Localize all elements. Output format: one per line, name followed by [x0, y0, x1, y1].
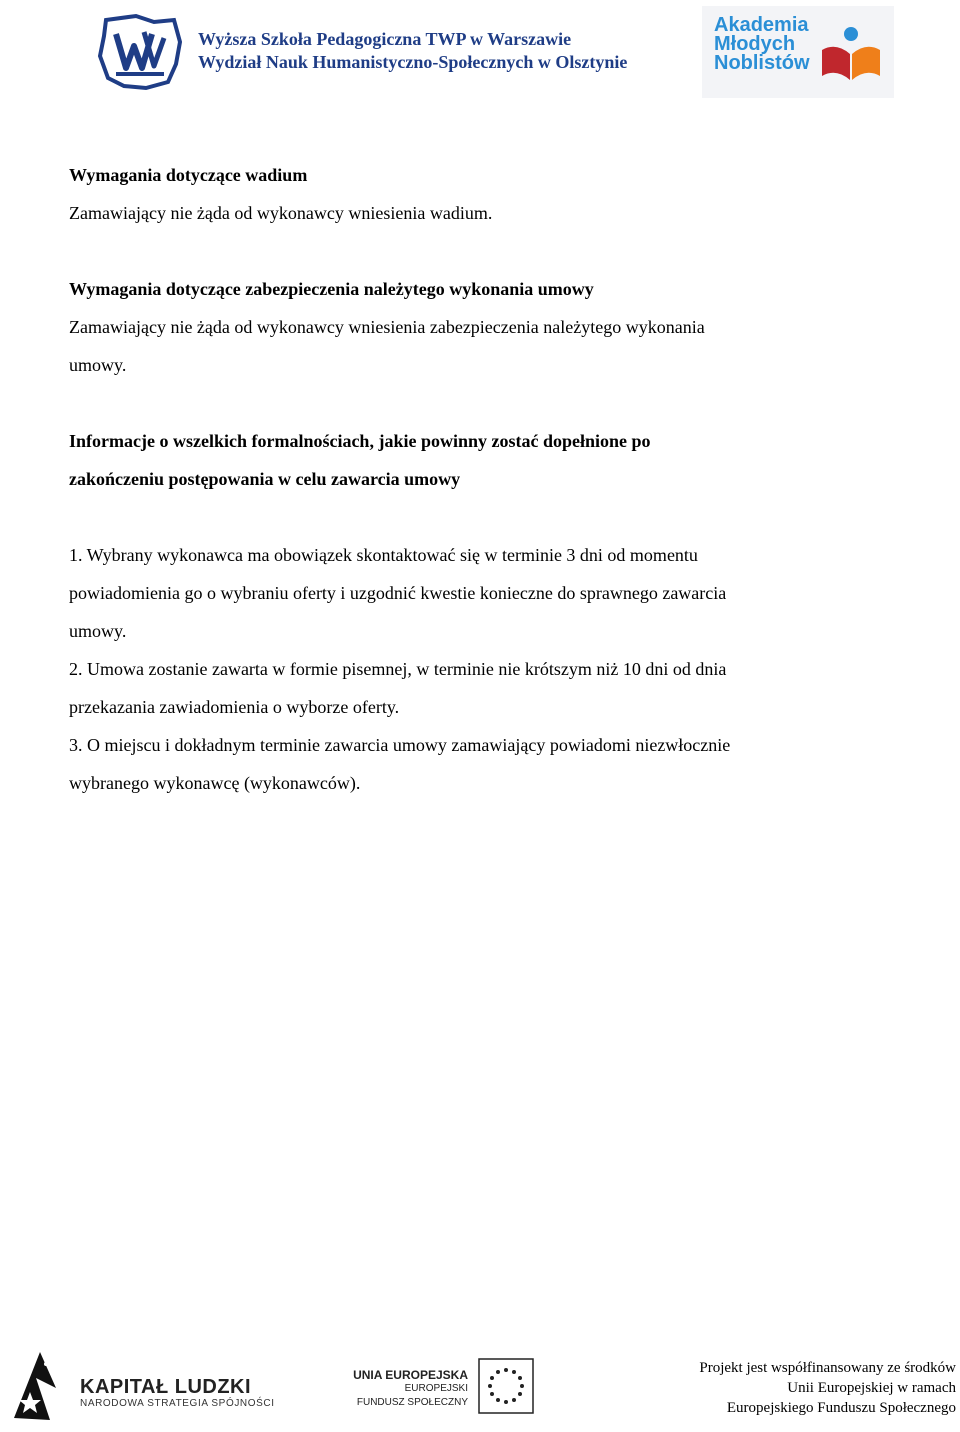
formalnosci-heading-line-2: zakończeniu postępowania w celu zawarcia umowy [69, 469, 461, 489]
kapital-ludzki-title: KAPITAŁ LUDZKI [80, 1376, 252, 1398]
item-3-line-2: wybranego wykonawcę (wykonawców). [69, 773, 361, 793]
list-item [69, 650, 909, 726]
amn-logo-text [714, 16, 810, 73]
amn-logo-line-3: Noblistów [714, 52, 810, 74]
project-cofinancing-note [699, 1358, 956, 1418]
project-note-line-1: Projekt jest współfinansowany ze środków [699, 1360, 956, 1376]
zabezpieczenie-text-line-2: umowy. [69, 355, 127, 375]
wsp-twp-logo-icon [96, 12, 184, 92]
item-3-line-1: 3. O miejscu i dokładnym terminie zawarcia umowy zamawiający powiadomi niezwłocznie [69, 735, 731, 755]
amn-logo-line-1: Akademia [714, 14, 809, 36]
eu-line-2: EUROPEJSKI [404, 1383, 468, 1394]
institution-line-2: Wydział Nauk Humanistyczno-Społecznych w Olsztynie [198, 52, 628, 72]
kapital-ludzki-star-icon [10, 1348, 60, 1424]
eu-line-1: UNIA EUROPEJSKA [353, 1368, 468, 1382]
project-note-line-3: Europejskiego Funduszu Społecznego [726, 1400, 956, 1416]
list-item [69, 536, 909, 650]
eu-efs-label [352, 1368, 468, 1410]
document-body [69, 156, 909, 802]
item-2-line-1: 2. Umowa zostanie zawarta w formie pisemnej, w terminie nie krótszym niż 10 dni od dnia [69, 659, 727, 679]
eu-flag-icon [478, 1358, 534, 1414]
item-1-line-1: 1. Wybrany wykonawca ma obowiązek skontaktować się w terminie 3 dni od momentu [69, 545, 698, 565]
wadium-heading: Wymagania dotyczące wadium [69, 165, 308, 185]
kapital-ludzki-logo [80, 1376, 275, 1409]
item-2-line-2: przekazania zawiadomienia o wyborze oferty. [69, 697, 400, 717]
wadium-text: Zamawiający nie żąda od wykonawcy wniesienia wadium. [69, 203, 493, 223]
institution-line-1: Wyższa Szkoła Pedagogiczna TWP w Warszawie [198, 29, 572, 49]
akademia-mlodych-noblistow-logo [702, 6, 894, 98]
amn-logo-line-2: Młodych [714, 33, 796, 55]
item-1-line-3: umowy. [69, 621, 127, 641]
institution-name [198, 28, 627, 74]
list-item [69, 726, 909, 802]
eu-line-3: FUNDUSZ SPOŁECZNY [356, 1397, 468, 1408]
page-footer [0, 1340, 960, 1432]
formalnosci-heading-line-1: Informacje o wszelkich formalnościach, jakie powinny zostać dopełnione po [69, 431, 651, 451]
item-1-line-2: powiadomienia go o wybraniu oferty i uzgodnić kwestie konieczne do sprawnego zawarcia [69, 583, 727, 603]
project-note-line-2: Unii Europejskiej w ramach [787, 1380, 956, 1396]
page-header [0, 0, 960, 110]
book-figure-icon [818, 20, 884, 84]
zabezpieczenie-text-line-1: Zamawiający nie żąda od wykonawcy wniesienia zabezpieczenia należytego wykonania [69, 317, 705, 337]
zabezpieczenie-heading: Wymagania dotyczące zabezpieczenia należytego wykonania umowy [69, 279, 594, 299]
kapital-ludzki-subtitle: NARODOWA STRATEGIA SPÓJNOŚCI [80, 1398, 275, 1409]
